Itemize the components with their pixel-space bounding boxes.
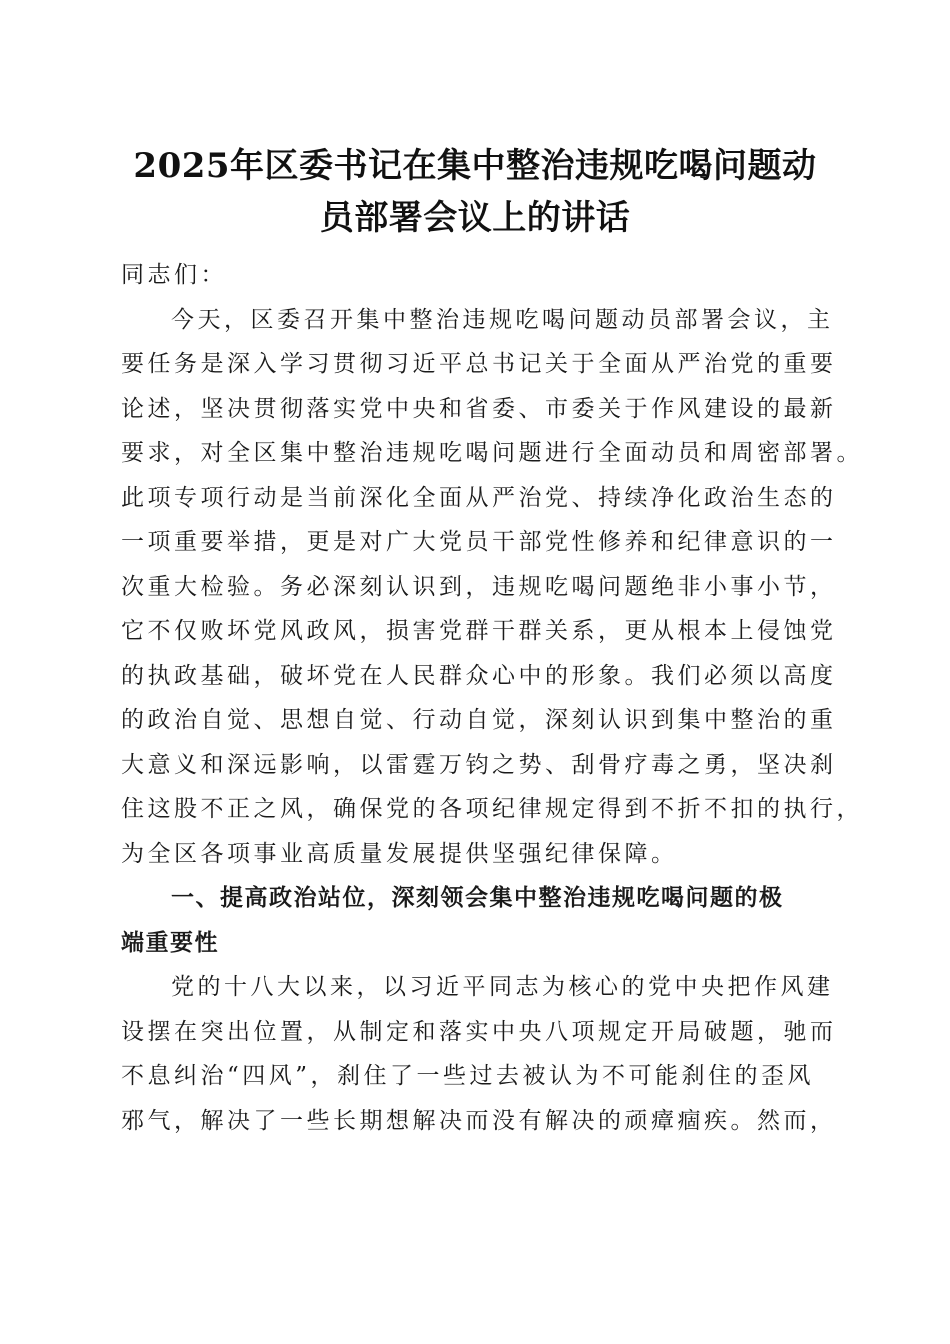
paragraph-line: 党的十八大以来，以习近平同志为核心的党中央把作风建: [171, 974, 834, 1000]
paragraph-line: 一项重要举措，更是对广大党员干部党性修养和纪律意识的一: [121, 529, 837, 555]
section-heading: 端重要性: [121, 929, 219, 956]
paragraph-line: 不息纠治“四风”，刹住了一些过去被认为不可能刹住的歪风: [121, 1063, 815, 1089]
paragraph-line: 次重大检验。务必深刻认识到，违规吃喝问题绝非小事小节，: [121, 573, 837, 600]
paragraph-line: 设摆在突出位置，从制定和落实中央八项规定开局破题，驰而: [121, 1018, 837, 1045]
paragraph-line: 要求，对全区集中整治违规吃喝问题进行全面动员和周密部署。: [121, 440, 863, 466]
paragraph-line: 论述，坚决贯彻落实党中央和省委、市委关于作风建设的最新: [121, 395, 837, 422]
paragraph-line: 邪气，解决了一些长期想解决而没有解决的顽瘴痼疾。然而，: [121, 1107, 837, 1134]
paragraph-line: 为全区各项事业高质量发展提供坚强纪律保障。: [121, 840, 678, 867]
title-line: 员部署会议上的讲话: [319, 198, 631, 238]
paragraph-line: 的执政基础，破坏党在人民群众心中的形象。我们必须以高度: [121, 662, 837, 689]
paragraph-line: 此项专项行动是当前深化全面从严治党、持续净化政治生态的: [121, 484, 837, 511]
document-title: [120, 140, 830, 244]
paragraph-line: 今天，区委召开集中整治违规吃喝问题动员部署会议，主: [171, 306, 834, 333]
document-body: [121, 253, 863, 1143]
section-heading: 一、提高政治站位，深刻领会集中整治违规吃喝问题的极: [171, 885, 784, 911]
paragraph-line: 大意义和深远影响，以雷霆万钧之势、刮骨疗毒之勇，坚决刹: [121, 751, 837, 778]
paragraph-line: 要任务是深入学习贯彻习近平总书记关于全面从严治党的重要: [121, 351, 837, 377]
salutation: 同志们：: [121, 262, 227, 288]
paragraph-line: 它不仅败坏党风政风，损害党群干群关系，更从根本上侵蚀党: [121, 618, 837, 644]
paragraph-line: 住这股不正之风，确保党的各项纪律规定得到不折不扣的执行，: [121, 796, 863, 822]
title-line: 2025年区委书记在集中整治违规吃喝问题动: [133, 146, 817, 186]
paragraph-line: 的政治自觉、思想自觉、行动自觉，深刻认识到集中整治的重: [121, 707, 837, 733]
